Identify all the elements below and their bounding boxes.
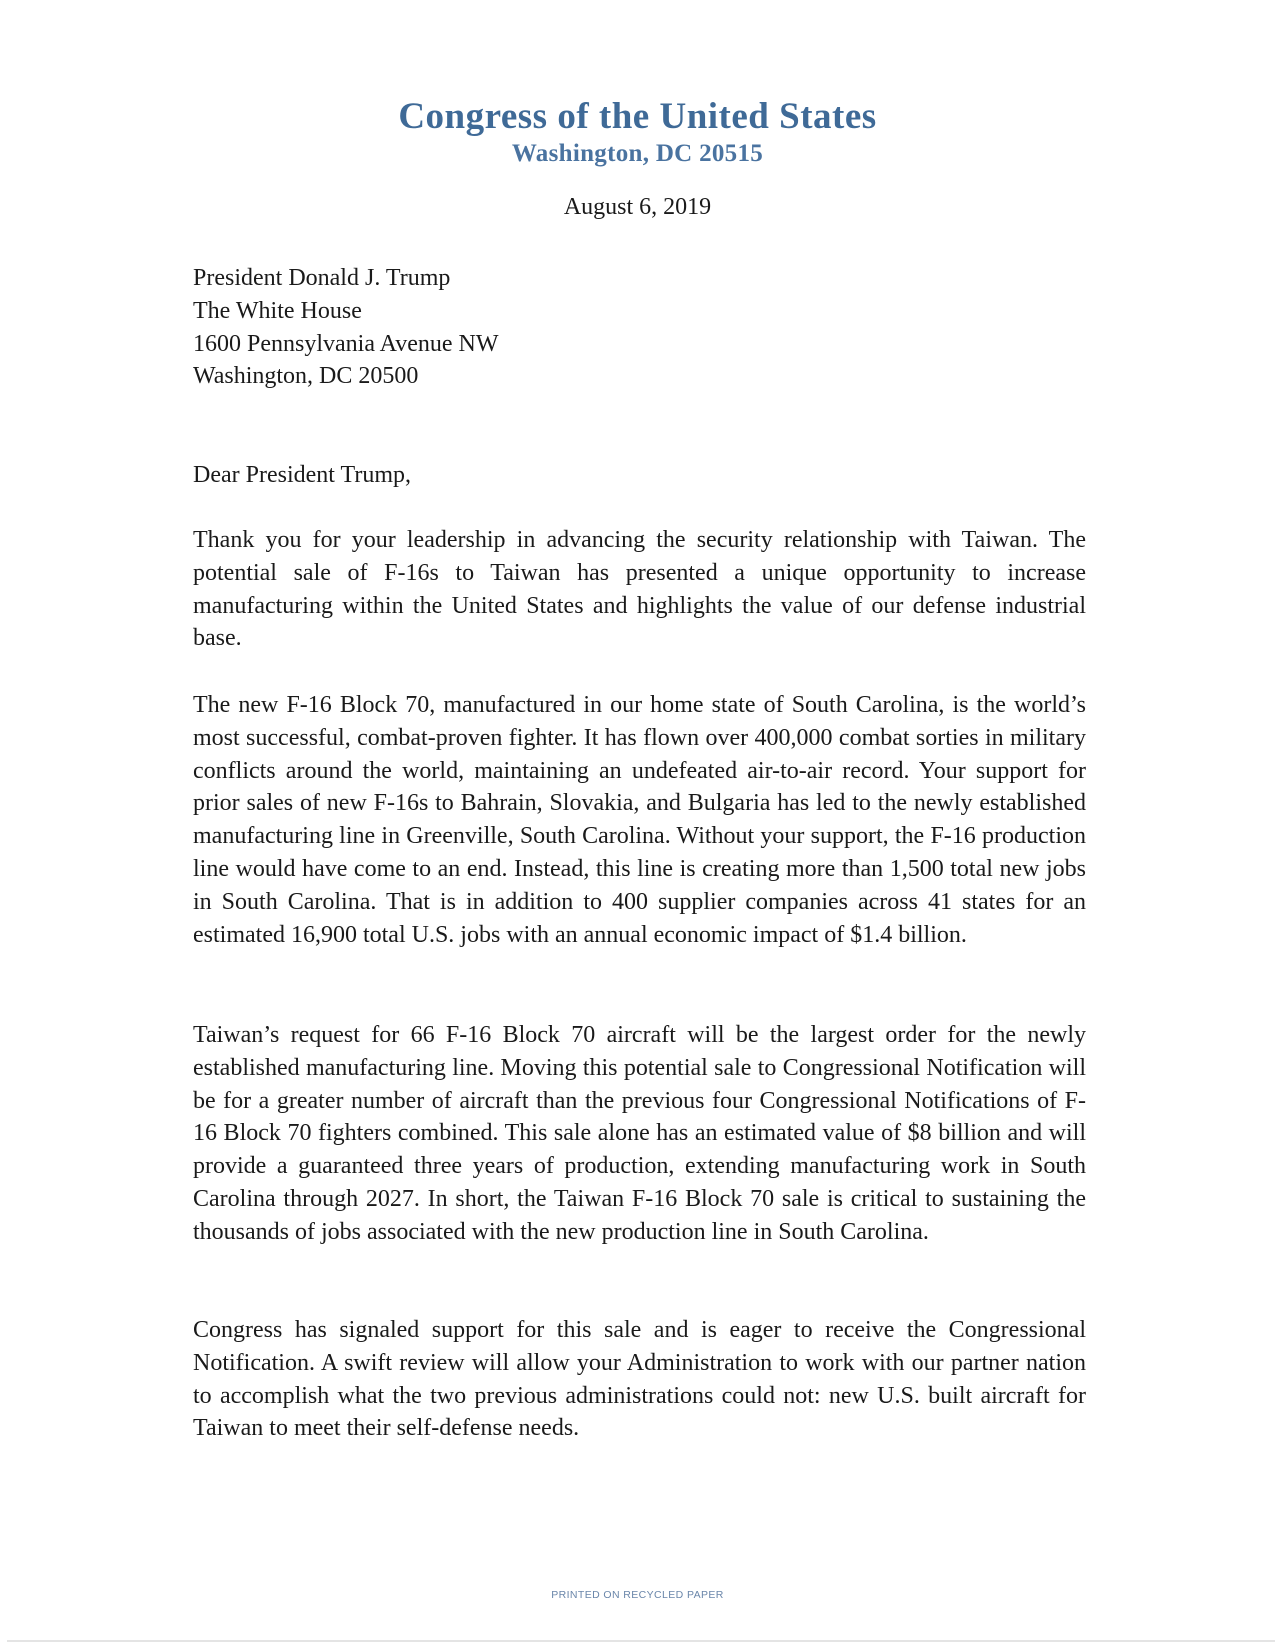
recipient-city: Washington, DC 20500: [193, 363, 419, 390]
recipient-street: 1600 Pennsylvania Avenue NW: [193, 330, 499, 357]
salutation: Dear President Trump,: [193, 462, 411, 488]
recycled-paper-notice: PRINTED ON RECYCLED PAPER: [551, 1589, 724, 1601]
recipient-name: President Donald J. Trump: [193, 265, 451, 291]
letterhead-title: Congress of the United States: [398, 96, 877, 137]
recipient-organization: The White House: [193, 297, 362, 324]
body-paragraph-2: The new F-16 Block 70, manufactured in our home state of South Carolina, is the world’s most successful, combat-proven fighter. It has flown over 400,000 combat sorties in military conflicts around the world, maintaining an undefeated air-to-air record. Your support for prior sales of new F-16s to Bahrain, Slovakia, and Bulgaria has led to the newly established manufacturing line in Greenville, South Carolina. Without your support, the F-16 production line would have come to an end. Instead, this line is creating more than 1,500 total new jobs in South Carolina. That is in addition to 400 supplier companies across 41 states for an estimated 16,900 total U.S. jobs with an annual economic impact of $1.4 billion.: [193, 692, 1086, 948]
body-paragraph-4: Congress has signaled support for this sale and is eager to receive the Congressional Notification. A swift review will allow your Administration to work with our partner nation to accomplish what the two previous administrations could not: new U.S. built aircraft for Taiwan to meet their self-defense needs.: [193, 1317, 1086, 1442]
body-paragraph-1: Thank you for your leadership in advancing the security relationship with Taiwan. The potential sale of F-16s to Taiwan has presented a unique opportunity to increase manufacturing within the United States and highlights the value of our defense industrial base.: [193, 527, 1086, 652]
letterhead-address: Washington, DC 20515: [511, 140, 764, 167]
page-bottom-edge: [7, 1640, 1275, 1642]
body-paragraph-3: Taiwan’s request for 66 F-16 Block 70 aircraft will be the largest order for the newly established manufacturing line. Moving this potential sale to Congressional Notification will be for a greater number of aircraft than the previous four Congressional Notifications of F-16 Block 70 fighters combined. This sale alone has an estimated value of $8 billion and will provide a guaranteed three years of production, extending manufacturing work in South Carolina through 2027. In short, the Taiwan F-16 Block 70 sale is critical to sustaining the thousands of jobs associated with the new production line in South Carolina.: [193, 1022, 1086, 1245]
recipient-address-block: [193, 262, 1086, 393]
letter-date: August 6, 2019: [563, 194, 712, 220]
